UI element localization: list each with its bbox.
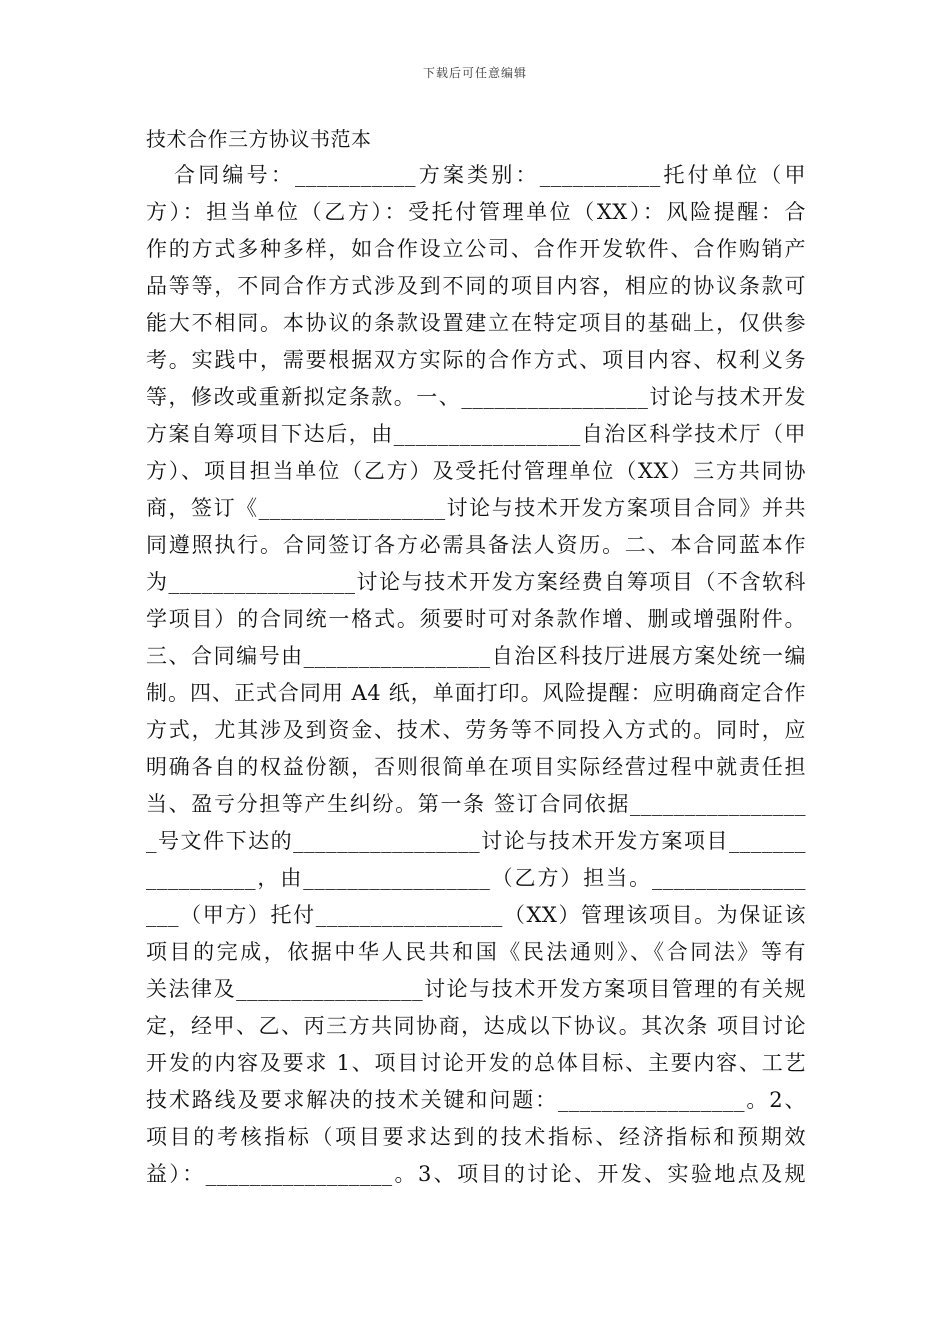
body-line: 开发的内容及要求 1、项目讨论开发的总体目标、主要内容、工艺 — [146, 1051, 806, 1075]
body-line: 商，签订《_________________讨论与技术开发方案项目合同》并共 — [146, 496, 806, 520]
document-body — [146, 157, 806, 1193]
document-title: 技术合作三方协议书范本 — [146, 127, 372, 151]
body-line: 为_________________讨论与技术开发方案经费自筹项目（不含软科 — [146, 570, 806, 594]
body-line: 制。四、正式合同用 A4 纸，单面打印。风险提醒：应明确商定合作 — [146, 681, 806, 705]
body-line: 明确各自的权益份额，否则很简单在项目实际经营过程中就责任担 — [146, 755, 806, 779]
body-line: 能大不相同。本协议的条款设置建立在特定项目的基础上，仅供参 — [146, 311, 806, 335]
body-line: ___（甲方）托付_________________（XX）管理该项目。为保证该 — [146, 903, 806, 927]
body-line: 合同编号：___________方案类别：___________托付单位（甲 — [174, 163, 806, 187]
body-line: 品等等，不同合作方式涉及到不同的项目内容，相应的协议条款可 — [146, 274, 806, 298]
page-header-note: 下载后可任意编辑 — [422, 66, 527, 80]
body-line: 方式，尤其涉及到资金、技术、劳务等不同投入方式的。同时，应 — [146, 718, 806, 742]
body-line: 考。实践中，需要根据双方实际的合作方式、项目内容、权利义务 — [146, 348, 806, 372]
body-line: 同遵照执行。合同签订各方必需具备法人资历。二、本合同蓝本作 — [146, 533, 806, 557]
body-line: 当、盈亏分担等产生纠纷。第一条 签订合同依据________________ — [146, 792, 806, 816]
body-line: 三、合同编号由_________________自治区科技厅进展方案处统一编 — [146, 644, 806, 668]
body-line: 益）：_________________。3、项目的讨论、开发、实验地点及规 — [146, 1162, 806, 1186]
body-line: 方）、项目担当单位（乙方）及受托付管理单位（XX）三方共同协 — [146, 459, 806, 483]
body-line: 定，经甲、乙、丙三方共同协商，达成以下协议。其次条 项目讨论 — [146, 1014, 806, 1038]
body-line: 项目的考核指标（项目要求达到的技术指标、经济指标和预期效 — [146, 1125, 806, 1149]
body-line: 关法律及_________________讨论与技术开发方案项目管理的有关规 — [146, 977, 806, 1001]
body-line: 作的方式多种多样，如合作设立公司、合作开发软件、合作购销产 — [146, 237, 806, 261]
body-line: 等，修改或重新拟定条款。一、_________________讨论与技术开发 — [146, 385, 806, 409]
body-line: __________，由_________________（乙方）担当。______________ — [146, 866, 806, 890]
body-line: _号文件下达的_________________讨论与技术开发方案项目_______ — [146, 829, 806, 853]
body-line: 项目的完成，依据中华人民共和国《民法通则》、《合同法》等有 — [146, 940, 806, 964]
body-line: 学项目）的合同统一格式。须要时可对条款作增、删或增强附件。 — [146, 607, 806, 631]
body-line: 方）：担当单位（乙方）：受托付管理单位（XX）：风险提醒：合 — [146, 200, 806, 224]
body-line: 方案自筹项目下达后，由_________________自治区科学技术厅（甲 — [146, 422, 806, 446]
body-line: 技术路线及要求解决的技术关键和问题：_________________。2、 — [146, 1088, 806, 1112]
